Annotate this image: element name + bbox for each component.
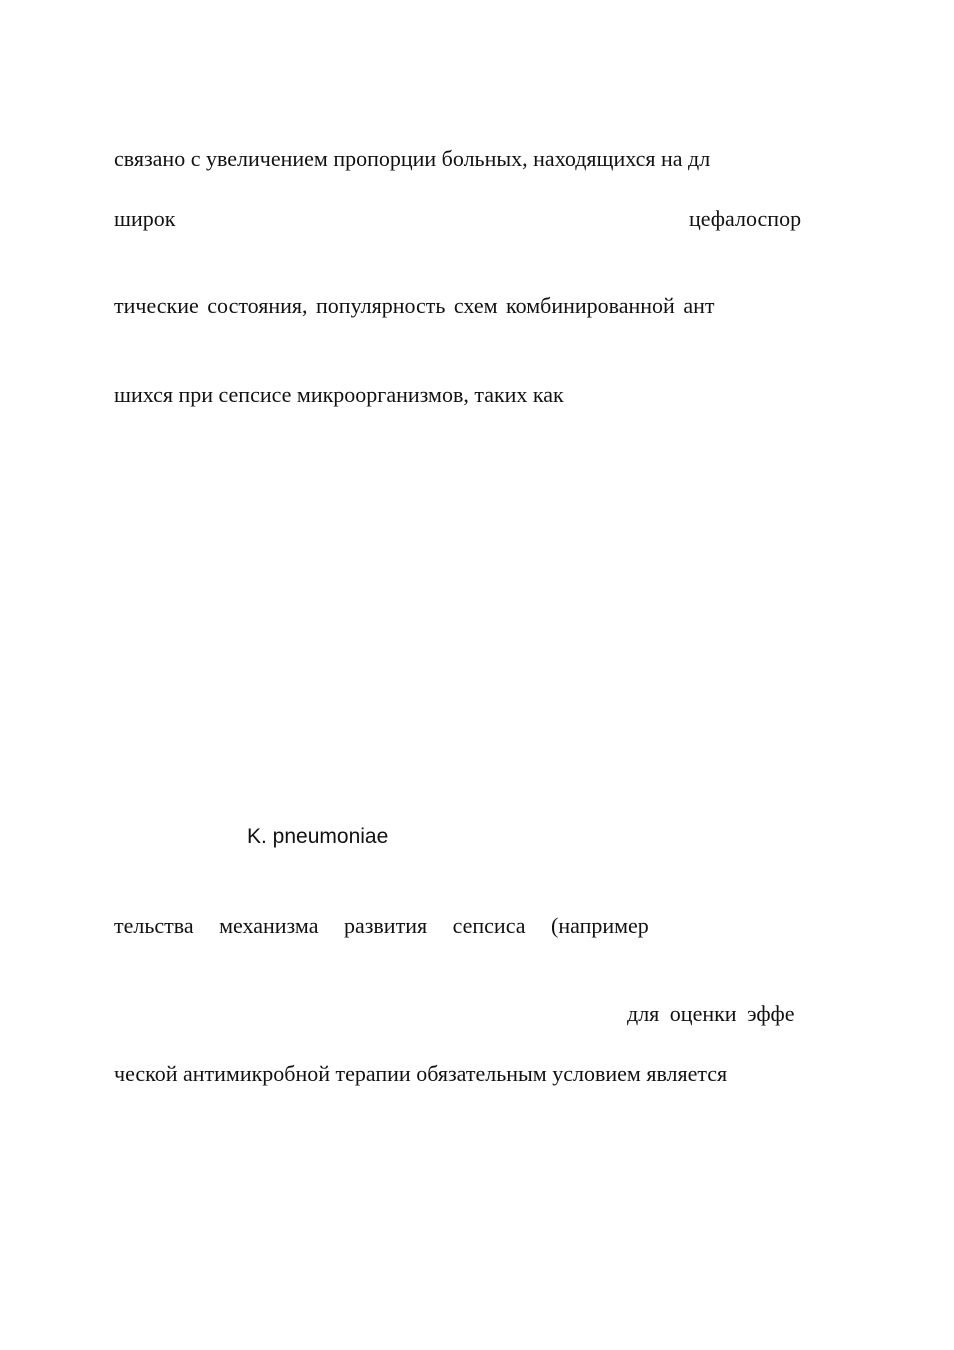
text-line: ческой антимикробной терапии обязательным условием является [114, 1061, 728, 1086]
text-line: цефалоспор [689, 206, 802, 231]
text-line: тельства механизма развития сепсиса (например [114, 913, 649, 938]
text-line: связано с увеличением пропорции больных, находящихся на дл [114, 146, 711, 171]
text-line: для оценки эффе [627, 1001, 795, 1026]
text-line: широк [114, 206, 176, 231]
text-line: тические состояния, популярность схем комбинированной ант [114, 293, 715, 318]
text-line: шихся при сепсисе микроорганизмов, таких как [114, 382, 564, 407]
species-name: K. pneumoniae [247, 825, 389, 848]
